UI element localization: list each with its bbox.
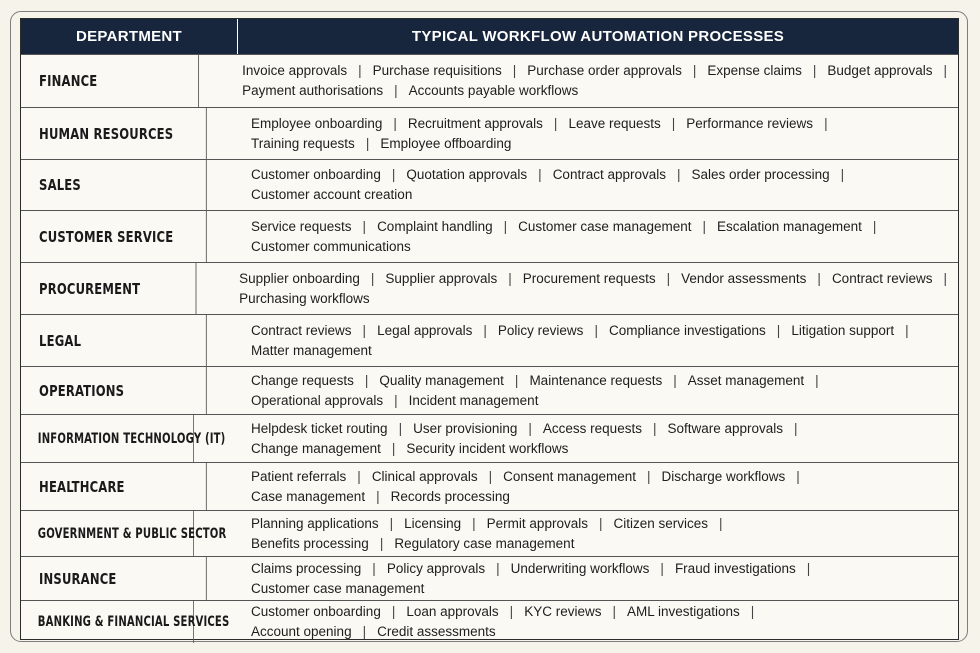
process-list [237,160,958,210]
separator: | [553,115,558,131]
process-item: Planning applications [251,515,379,531]
department-column-header: DEPARTMENT [21,19,238,54]
separator: | [370,270,375,286]
separator: | [509,604,514,619]
separator: | [391,440,396,456]
separator: | [512,63,517,78]
process-item: Vendor assessments [681,270,807,286]
process-item: Case management [251,488,366,504]
process-list [237,557,958,600]
process-item: Purchasing workflows [239,290,370,306]
process-item: KYC reviews [524,604,602,619]
department-name: FINANCE [21,55,199,107]
process-item: AML investigations [626,604,740,619]
separator: | [806,560,811,576]
process-item: Customer onboarding [251,604,381,619]
table-row [21,462,958,510]
process-item: Sales order processing [691,167,830,182]
process-item: Credit assessments [377,624,496,639]
separator: | [394,83,398,98]
process-item: Helpdesk ticket routing [251,420,388,436]
process-item: Compliance investigations [608,322,766,338]
process-item: Account opening [251,624,352,639]
separator: | [646,468,651,484]
department-name: BANKING & FINANCIAL SERVICES [21,601,194,643]
process-item: Training requests [251,135,355,151]
process-item: User provisioning [413,420,518,436]
processes-column-header: TYPICAL WORKFLOW AUTOMATION PROCESSES [411,28,785,45]
process-item: Loan approvals [406,604,499,619]
process-item: Customer case management [251,580,425,596]
separator: | [389,515,394,531]
process-item: Leave requests [568,115,661,131]
separator: | [514,372,519,388]
process-item: Escalation management [717,218,862,234]
separator: | [364,372,369,388]
department-name: CUSTOMER SERVICE [21,211,207,262]
department-name: HEALTHCARE [21,463,207,510]
process-line [251,602,958,622]
process-item: Supplier onboarding [239,270,360,286]
separator: | [872,218,877,234]
process-item: Litigation support [791,322,895,338]
process-item: Access requests [542,420,642,436]
separator: | [538,167,542,182]
separator: | [379,535,384,551]
table-row [21,314,958,366]
process-item: Incident management [408,392,539,408]
process-item: Procurement requests [522,270,656,286]
process-line [251,622,958,642]
process-line [242,81,958,101]
separator: | [905,322,909,338]
department-name: INFORMATION TECHNOLOGY (IT) [21,415,194,462]
table-header [21,19,958,54]
separator: | [394,392,398,408]
separator: | [598,515,603,531]
process-item: Change management [251,440,381,456]
department-name: HUMAN RESOURCES [21,108,207,159]
process-item: Customer communications [251,238,411,254]
process-line [251,559,958,579]
process-line [251,134,958,154]
process-item: Quotation approvals [406,167,528,182]
process-item: Claims processing [251,560,362,576]
process-item: Employee offboarding [380,135,512,151]
separator: | [612,604,616,619]
process-item: Policy approvals [386,560,486,576]
separator: | [796,468,800,484]
separator: | [943,63,947,78]
process-list [237,108,958,159]
process-list [237,315,958,366]
separator: | [472,515,476,531]
table-row [21,556,958,600]
process-item: Underwriting workflows [510,560,650,576]
separator: | [719,515,723,531]
separator: | [365,135,370,151]
process-list [225,263,958,314]
table-row [21,262,958,314]
process-list [237,211,958,262]
separator: | [943,270,947,286]
separator: | [362,624,367,639]
process-item: Contract reviews [831,270,933,286]
process-item: Records processing [390,488,510,504]
separator: | [750,604,755,619]
department-name: SALES [21,160,207,210]
separator: | [358,63,362,78]
table-row [21,510,958,556]
process-line [239,289,958,309]
process-list [237,511,958,556]
table-row [21,366,958,414]
workflow-table [20,18,959,640]
separator: | [671,115,676,131]
process-line [251,321,958,341]
process-item: Benefits processing [251,535,369,551]
process-item: Customer onboarding [251,167,381,182]
separator: | [817,270,821,286]
process-item: Contract approvals [552,167,666,182]
table-row [21,54,958,107]
separator: | [794,420,798,436]
separator: | [398,420,403,436]
separator: | [660,560,664,576]
separator: | [652,420,657,436]
process-line [251,237,958,257]
separator: | [692,63,697,78]
process-item: Operational approvals [251,392,384,408]
table-row [21,159,958,210]
process-line [251,185,958,205]
process-item: Customer case management [518,218,692,234]
process-item: Licensing [404,515,462,531]
process-item: Employee onboarding [251,115,383,131]
separator: | [483,322,487,338]
separator: | [393,115,397,131]
separator: | [376,488,380,504]
process-item: Supplier approvals [385,270,498,286]
process-item: Software approvals [667,420,784,436]
process-item: Patient referrals [251,468,347,484]
process-line [251,217,958,237]
process-item: Citizen services [613,515,709,531]
process-item: Discharge workflows [661,468,786,484]
process-item: Clinical approvals [371,468,478,484]
process-line [239,269,958,289]
separator: | [503,218,508,234]
process-item: Asset management [687,372,805,388]
separator: | [528,420,532,436]
process-item: Customer account creation [251,187,413,202]
table-row [21,210,958,262]
separator: | [357,468,361,484]
process-item: Contract reviews [251,322,352,338]
process-item: Policy reviews [497,322,584,338]
process-line [251,439,958,459]
separator: | [362,322,367,338]
process-item: Performance reviews [686,115,814,131]
separator: | [673,372,677,388]
table-body [21,54,958,643]
department-name: GOVERNMENT & PUBLIC SECTOR [21,511,194,556]
separator: | [702,218,707,234]
process-item: Permit approvals [486,515,588,531]
process-item: Quality management [379,372,504,388]
separator: | [815,372,819,388]
process-list [237,367,958,414]
department-name: LEGAL [21,315,207,366]
process-item: Purchase requisitions [372,63,502,78]
process-line [251,391,958,411]
process-item: Expense claims [707,63,802,78]
separator: | [812,63,817,78]
table-row [21,414,958,462]
process-item: Legal approvals [377,322,473,338]
separator: | [840,167,845,182]
separator: | [488,468,493,484]
process-item: Complaint handling [377,218,493,234]
process-line [251,341,958,361]
separator: | [508,270,512,286]
separator: | [776,322,781,338]
separator: | [391,604,396,619]
separator: | [594,322,598,338]
process-list [237,415,958,462]
separator: | [677,167,681,182]
separator: | [824,115,828,131]
process-line [251,487,958,507]
process-line [251,467,958,487]
separator: | [362,218,367,234]
process-line [251,371,958,391]
process-item: Maintenance requests [529,372,663,388]
process-item: Change requests [251,372,354,388]
process-line [251,419,958,439]
separator: | [666,270,671,286]
process-item: Payment authorisations [242,83,384,98]
department-name: INSURANCE [21,557,207,600]
process-item: Regulatory case management [394,535,575,551]
table-row [21,600,958,643]
process-item: Accounts payable workflows [408,83,579,98]
process-item: Recruitment approvals [407,115,543,131]
department-name: OPERATIONS [21,367,207,414]
separator: | [391,167,396,182]
process-line [251,534,958,554]
separator: | [372,560,376,576]
process-item: Purchase order approvals [527,63,682,78]
process-list [237,601,958,643]
process-item: Consent management [503,468,636,484]
process-line [242,61,958,81]
process-item: Security incident workflows [406,440,569,456]
separator: | [496,560,500,576]
process-list [237,463,958,510]
process-list [228,55,958,107]
process-line [251,114,958,134]
process-item: Service requests [251,218,352,234]
process-item: Invoice approvals [242,63,348,78]
process-line [251,579,958,599]
department-name: PROCUREMENT [21,263,196,314]
process-item: Matter management [251,342,372,358]
process-line [251,514,958,534]
process-item: Fraud investigations [674,560,796,576]
process-line [251,165,958,185]
process-item: Budget approvals [827,63,933,78]
table-row [21,107,958,159]
